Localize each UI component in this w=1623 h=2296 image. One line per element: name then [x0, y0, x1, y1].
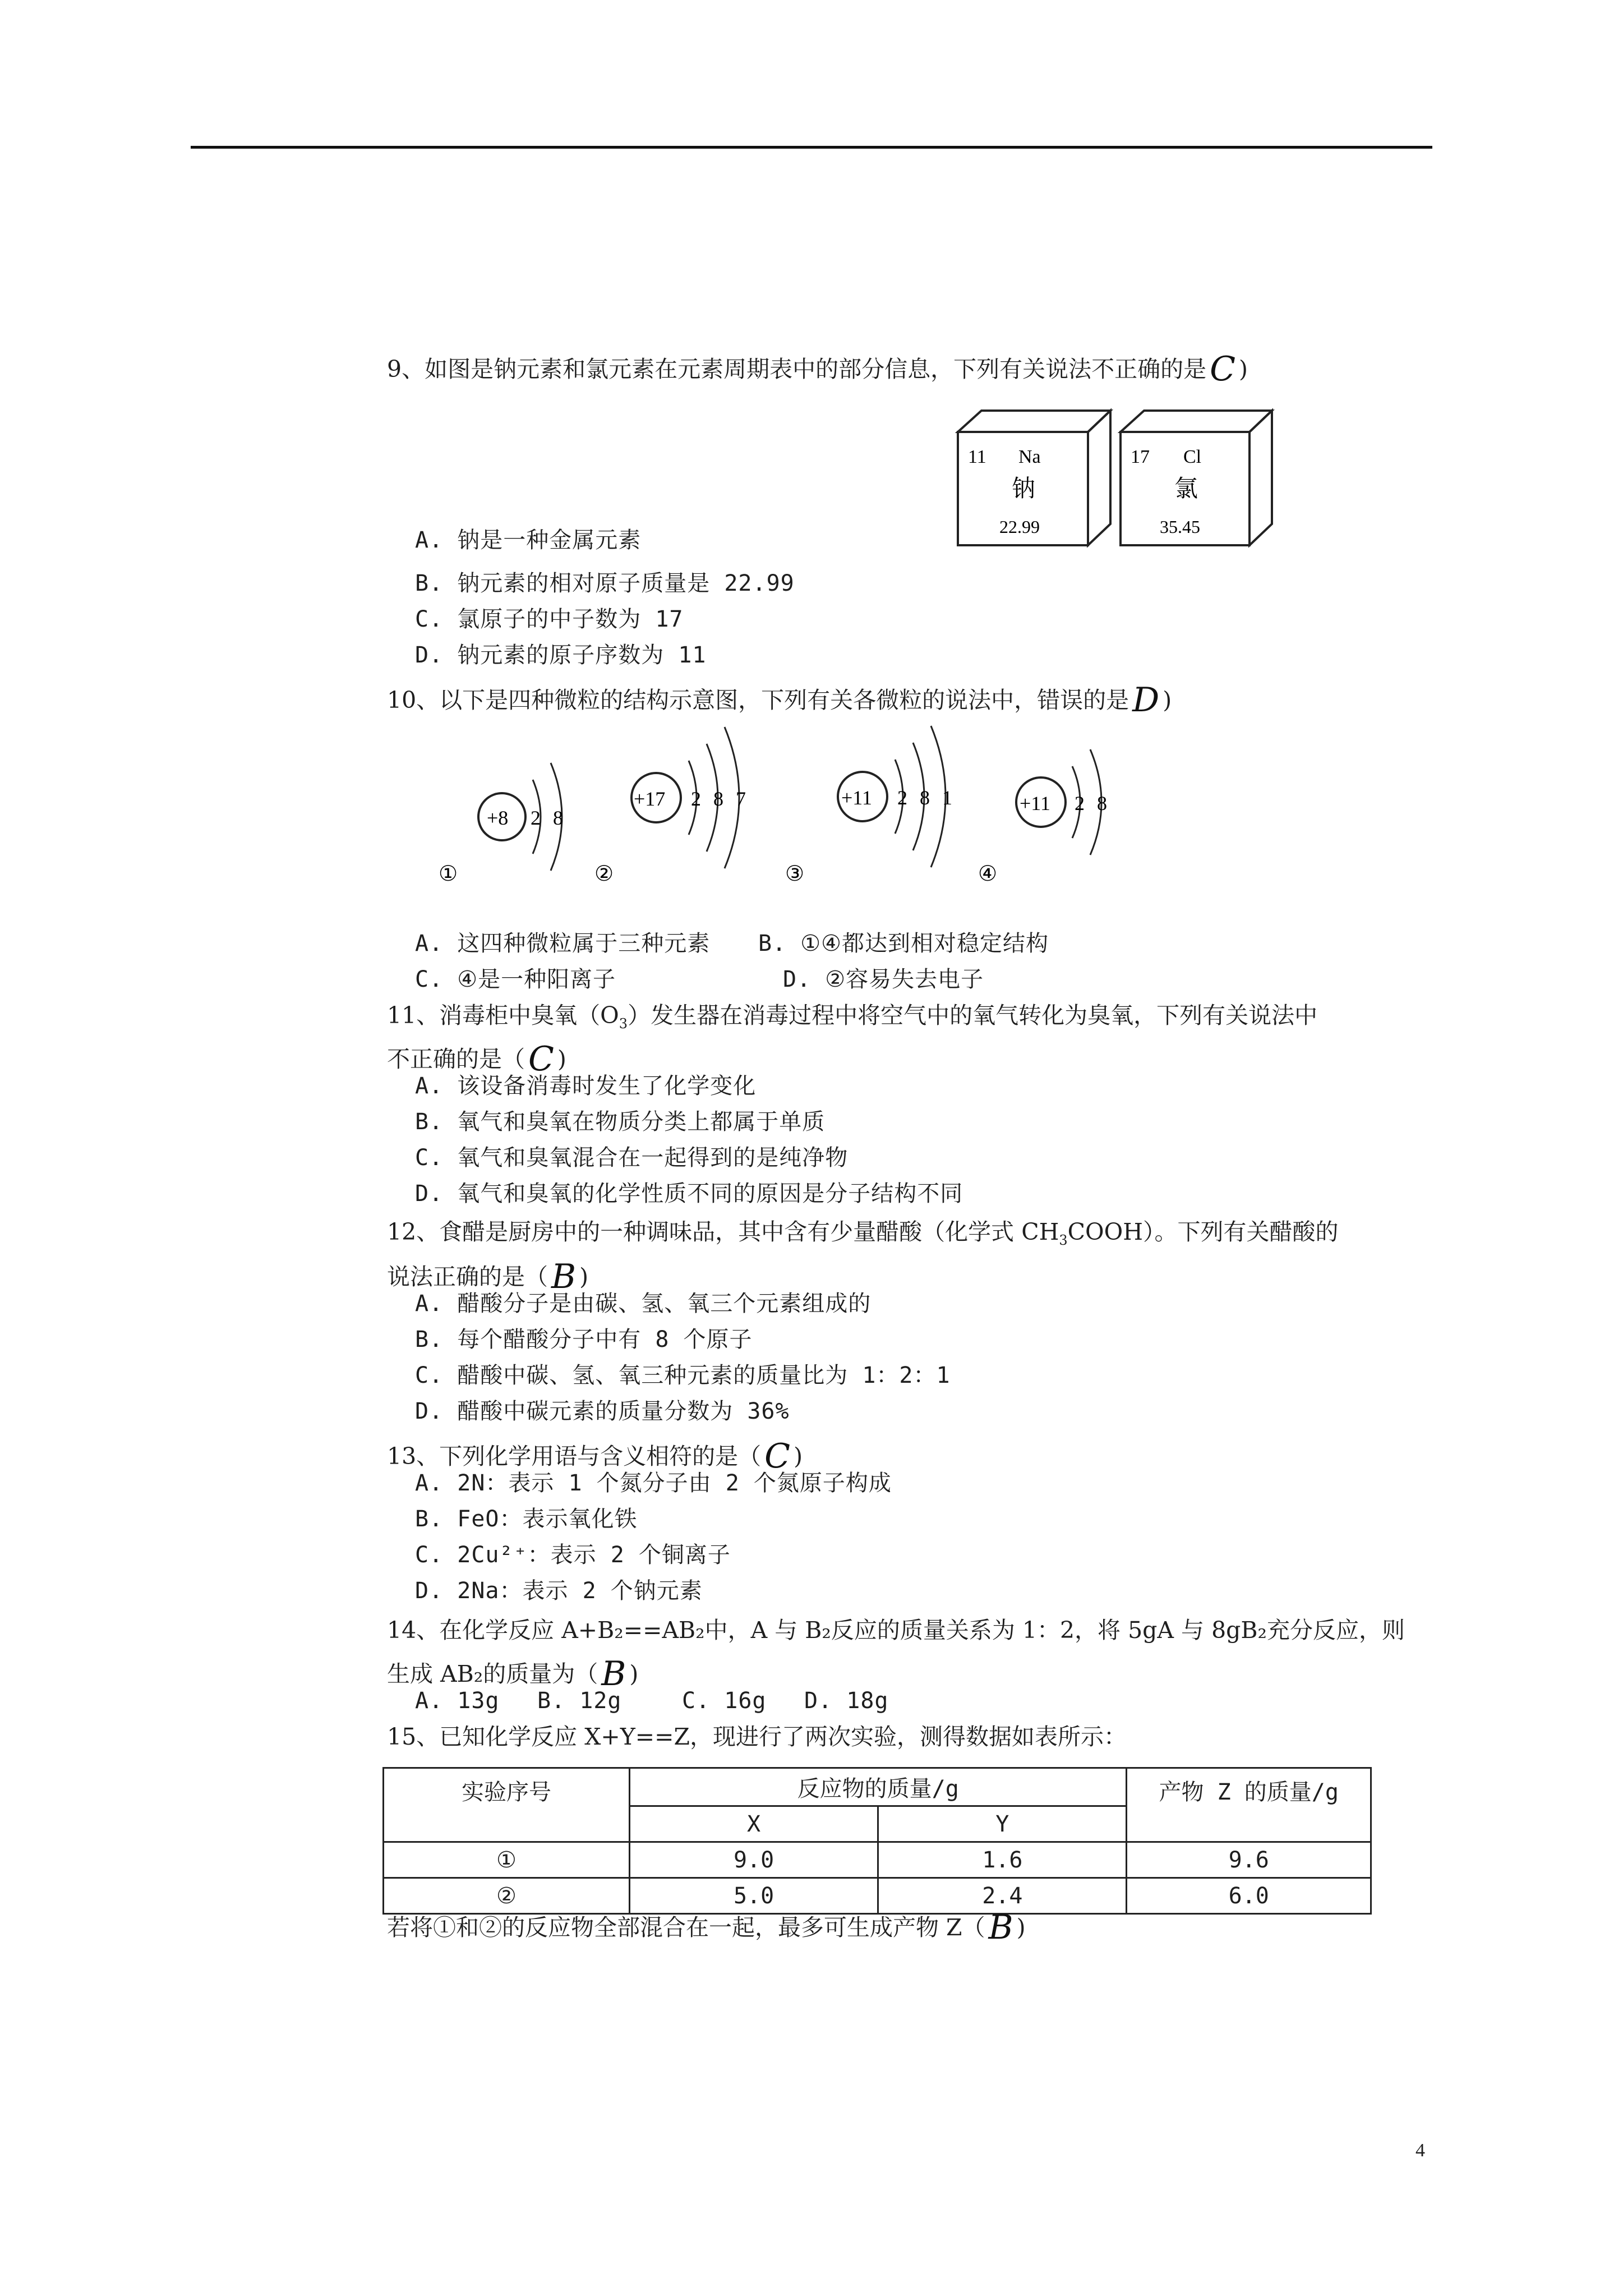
q10-stem: 10、以下是四种微粒的结构示意图，下列有关各微粒的说法中，错误的是 D ) — [387, 680, 1172, 720]
q10-option-b: B. ①④都达到相对稳定结构 — [758, 931, 1049, 956]
q10-option-d: D. ②容易失去电子 — [783, 967, 984, 992]
svg-text:7: 7 — [736, 788, 746, 810]
q13-option-a: A. 2N：表示 1 个氮分子由 2 个氮原子构成 — [415, 1470, 892, 1496]
cl-symbol: Cl — [1183, 447, 1202, 467]
cl-mass: 35.45 — [1160, 517, 1200, 537]
svg-text:2: 2 — [897, 786, 907, 809]
particle-1-label: ① — [439, 861, 458, 886]
svg-text:+8: +8 — [487, 807, 509, 829]
q12-answer: B — [551, 1257, 577, 1296]
header-product-mass: 产物 Z 的质量/g — [1127, 1768, 1371, 1842]
q10-option-a: A. 这四种微粒属于三种元素 — [415, 931, 711, 956]
q14-stem-line2: 生成 AB₂的质量为（ B ) — [387, 1654, 639, 1694]
q14-stem-line1: 14、在化学反应 A+B₂==AB₂中，A 与 B₂反应的质量关系为 1：2，将 5gA 与 8gB₂充分反应，则 — [387, 1617, 1405, 1644]
svg-text:8: 8 — [553, 807, 563, 829]
particle-diagrams — [393, 718, 1178, 903]
q10-answer: D — [1132, 680, 1160, 720]
svg-text:2: 2 — [531, 807, 541, 829]
q12-option-b: B. 每个醋酸分子中有 8 个原子 — [415, 1327, 753, 1352]
svg-text:2: 2 — [1075, 792, 1085, 815]
q11-option-a: A. 该设备消毒时发生了化学变化 — [415, 1073, 757, 1099]
svg-text:+11: +11 — [841, 786, 872, 809]
na-number: 11 — [968, 447, 986, 467]
row1-x: 9.0 — [629, 1842, 878, 1878]
q13-option-b: B. FeO：表示氧化铁 — [415, 1506, 638, 1532]
q12-option-d: D. 醋酸中碳元素的质量分数为 36% — [415, 1398, 790, 1424]
row2-x: 5.0 — [629, 1878, 878, 1914]
na-mass: 22.99 — [999, 517, 1040, 537]
q9-option-b: B. 钠元素的相对原子质量是 22.99 — [415, 570, 795, 596]
cl-name: 氯 — [1174, 476, 1198, 502]
q14-option-c: C. 16g — [682, 1688, 767, 1714]
header-x: X — [629, 1806, 878, 1842]
particle-2 — [594, 727, 746, 886]
q15-stem: 15、已知化学反应 X+Y==Z，现进行了两次实验，测得数据如表所示： — [387, 1723, 1127, 1750]
particle-1 — [439, 763, 563, 886]
q11-option-b: B. 氧气和臭氧在物质分类上都属于单质 — [415, 1109, 826, 1135]
q11-stem-line2: 不正确的是（ C ) — [387, 1039, 566, 1079]
element-cell-cl — [1121, 411, 1272, 545]
particle-4-label: ④ — [978, 861, 998, 886]
header-reactant-mass: 反应物的质量/g — [629, 1768, 1127, 1806]
q9-option-a: A. 钠是一种金属元素 — [415, 527, 642, 553]
particle-2-label: ② — [594, 861, 614, 886]
row2-id: ② — [384, 1878, 630, 1914]
q9-option-d: D. 钠元素的原子序数为 11 — [415, 642, 707, 668]
svg-text:8: 8 — [1097, 792, 1107, 815]
q11-answer: C — [528, 1039, 554, 1079]
svg-text:8: 8 — [713, 788, 723, 810]
element-cell-na — [958, 411, 1110, 545]
q13-option-c: C. 2Cu²⁺：表示 2 个铜离子 — [415, 1542, 731, 1568]
particle-4 — [978, 749, 1107, 886]
q12-option-c: C. 醋酸中碳、氢、氧三种元素的质量比为 1：2：1 — [415, 1363, 951, 1388]
svg-text:+17: +17 — [634, 788, 666, 810]
q11-stem-line1: 11、消毒柜中臭氧$(O_3)$发生器在消毒过程中将空气中的氧气转化为臭氧，下列有关说法中 — [387, 1002, 1318, 1032]
particle-3 — [785, 726, 952, 886]
particle-3-label: ③ — [785, 861, 805, 886]
row2-z: 6.0 — [1127, 1878, 1371, 1914]
svg-text:8: 8 — [920, 786, 930, 809]
q9-stem: 9、如图是钠元素和氯元素在元素周期表中的部分信息，下列有关说法不正确的是 C ) — [387, 349, 1248, 389]
na-name: 钠 — [1012, 476, 1036, 502]
q13-answer: C — [764, 1437, 791, 1476]
row1-id: ① — [384, 1842, 630, 1878]
q14-option-b: B. 12g — [537, 1688, 622, 1714]
svg-text:1: 1 — [942, 786, 952, 809]
q10-option-c: C. ④是一种阳离子 — [415, 967, 616, 992]
header-y: Y — [878, 1806, 1127, 1842]
row1-z: 9.6 — [1127, 1842, 1371, 1878]
q13-option-d: D. 2Na：表示 2 个钠元素 — [415, 1578, 703, 1604]
header-rule — [191, 146, 1432, 149]
table-row — [384, 1842, 1371, 1878]
svg-text:2: 2 — [691, 788, 701, 810]
header-experiment: 实验序号 — [384, 1768, 630, 1842]
q11-option-d: D. 氧气和臭氧的化学性质不同的原因是分子结构不同 — [415, 1181, 963, 1207]
q9-option-c: C. 氯原子的中子数为 17 — [415, 606, 684, 632]
row1-y: 1.6 — [878, 1842, 1127, 1878]
periodic-table-cells — [953, 405, 1279, 551]
row2-y: 2.4 — [878, 1878, 1127, 1914]
cl-number: 17 — [1131, 447, 1150, 467]
na-symbol: Na — [1018, 447, 1041, 467]
q12-stem-line1: 12、食醋是厨房中的一种调味品，其中含有少量醋酸（化学式 $CH_3COOH$）。下列有关醋酸的 — [387, 1218, 1339, 1249]
q15-followup: 若将①和②的反应物全部混合在一起，最多可生成产物 Z（ B ) — [387, 1908, 1026, 1947]
q14-option-d: D. 18g — [804, 1688, 889, 1714]
page-number: 4 — [1415, 2140, 1425, 2161]
q15-answer: B — [988, 1908, 1013, 1947]
q12-stem-line2: 说法正确的是（ B ) — [387, 1257, 589, 1296]
q11-option-c: C. 氧气和臭氧混合在一起得到的是纯净物 — [415, 1145, 849, 1171]
svg-text:+11: +11 — [1020, 792, 1050, 815]
q13-stem: 13、下列化学用语与含义相符的是（ C ) — [387, 1437, 803, 1476]
q14-answer: B — [601, 1654, 626, 1694]
q9-answer: C — [1210, 349, 1236, 389]
q14-option-a: A. 13g — [415, 1688, 500, 1714]
q15-data-table — [382, 1767, 1372, 1915]
q12-option-a: A. 醋酸分子是由碳、氢、氧三个元素组成的 — [415, 1291, 872, 1317]
